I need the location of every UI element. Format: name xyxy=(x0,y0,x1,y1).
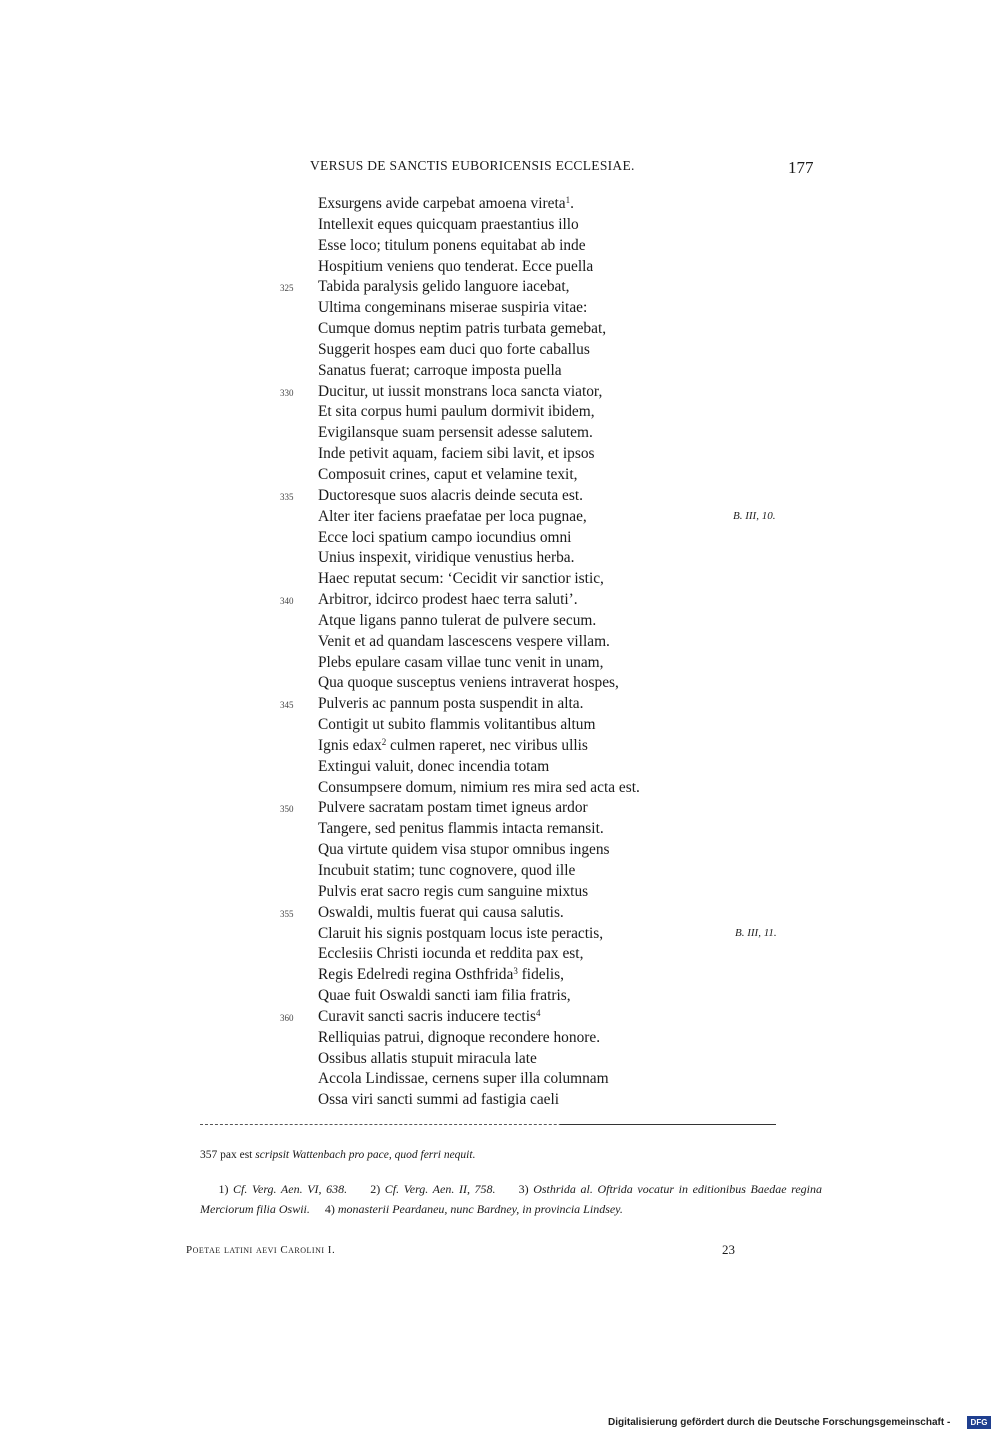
verse-text-span: Qua virtute quidem visa stupor omnibus ingens xyxy=(318,841,610,859)
verse-text-span: Arbitror, idcirco prodest haec terra saluti’. xyxy=(318,591,578,609)
verse-line xyxy=(318,924,640,945)
verse-text-span: Ossa viri sancti summi ad fastigia caeli xyxy=(318,1091,560,1109)
verse-text-span: Pulveris ac pannum posta suspendit in alta. xyxy=(318,695,584,713)
verse-line xyxy=(280,798,640,819)
footnote-mark: 1) xyxy=(218,1182,229,1196)
verse-text-span: Incubuit statim; tunc cognovere, quod ille xyxy=(318,862,576,879)
verse-text-span: Ducitur, ut iussit monstrans loca sancta viator, xyxy=(318,382,603,400)
footnotes xyxy=(200,1179,822,1219)
verse-text-span: Et sita corpus humi paulum dormivit ibidem, xyxy=(318,403,595,421)
line-number: 325 xyxy=(280,283,294,294)
series-title: Poetae latini aevi Carolini I. xyxy=(186,1244,336,1256)
verse-text-span: Plebs epulare casam villae tunc venit in unam, xyxy=(318,653,604,671)
line-number: 330 xyxy=(280,387,294,398)
verse-line xyxy=(318,778,640,799)
line-number: 340 xyxy=(280,596,294,607)
verse-text-span: Ductoresque suos alacris deinde secuta est. xyxy=(318,486,583,504)
verse-line xyxy=(318,1028,640,1049)
verse-text-span: Suggerit hospes eam duci quo forte caballus xyxy=(318,340,590,358)
verse-text-span: Regis Edelredi regina Osthfrida xyxy=(318,966,514,984)
verse-line xyxy=(318,840,640,861)
verse-line xyxy=(318,1069,640,1090)
verse-text-span: Unius inspexit, viridique venustius herba. xyxy=(318,549,575,567)
verse-text-span: Quae fuit Oswaldi sancti iam filia fratris, xyxy=(318,987,571,1005)
verse-line xyxy=(280,903,640,924)
verse-text-span: Tangere, sed penitus flammis intacta remansit. xyxy=(318,820,604,838)
verse-text-span: Ultima congeminans miserae suspiria vitae: xyxy=(318,299,588,317)
footnote-1: Cf. Verg. Aen. VI, 638. xyxy=(233,1182,348,1196)
line-number: 350 xyxy=(280,804,294,815)
footnote-mark: 3) xyxy=(518,1182,529,1196)
verse-text-span: Extingui valuit, donec incendia totam xyxy=(318,757,550,775)
verse-text-span: Ossibus allatis stupuit miracula late xyxy=(318,1049,537,1067)
verse-text-span: Contigit ut subito flammis volitantibus altum xyxy=(318,716,596,734)
running-title: VERSUS DE SANCTIS EUBORICENSIS ECCLESIAE. xyxy=(310,158,635,173)
verse-text-span: Composuit crines, caput et velamine texit, xyxy=(318,465,578,483)
verse-line xyxy=(318,632,640,653)
verse-text xyxy=(280,194,640,1111)
verse-text-span: Qua quoque susceptus veniens intraverat hospes, xyxy=(318,674,619,692)
margin-reference: B. III, 10. xyxy=(733,510,776,522)
verse-line xyxy=(280,694,640,715)
verse-line xyxy=(318,548,640,569)
verse-line xyxy=(280,382,640,403)
verse-line xyxy=(318,611,640,632)
margin-reference: B. III, 11. xyxy=(735,927,777,939)
verse-line xyxy=(318,1049,640,1070)
verse-text-span: Ecclesiis Christi iocunda et reddita pax est, xyxy=(318,945,584,963)
verse-text-span: Pulvere sacratam postam timet igneus ardor xyxy=(318,799,588,817)
verse-tail: culmen raperet, nec viribus ullis xyxy=(386,736,588,754)
verse-text-span: Exsurgens avide carpebat amoena vireta xyxy=(318,195,566,212)
verse-text-span: Atque ligans panno tulerat de pulvere secum. xyxy=(318,611,597,629)
verse-line xyxy=(318,673,640,694)
footnote-mark: 4) xyxy=(324,1202,335,1216)
verse-line xyxy=(318,298,640,319)
verse-text-span: Relliquias patrui, dignoque recondere honore. xyxy=(318,1028,601,1046)
verse-text-span: Oswaldi, multis fuerat qui causa salutis. xyxy=(318,903,564,921)
verse-line xyxy=(318,215,640,236)
verse-line xyxy=(318,236,640,257)
apparatus-comment: scripsit Wattenbach pro pace, quod ferri nequit. xyxy=(255,1149,476,1161)
apparatus-lemma: pax est xyxy=(220,1149,253,1161)
digitization-credit: Digitalisierung gefördert durch die Deutsche Forschungsgemeinschaft - xyxy=(608,1417,951,1428)
footnote-separator-solid xyxy=(560,1124,776,1125)
verse-text-span: Venit et ad quandam lascescens vespere villam. xyxy=(318,632,610,650)
footnote-2: Cf. Verg. Aen. II, 758. xyxy=(384,1182,496,1196)
footnote-reference: 3 xyxy=(513,966,518,977)
verse-text-span: Inde petivit aquam, faciem sibi lavit, et ipsos xyxy=(318,445,595,463)
verse-line xyxy=(318,986,640,1007)
verse-line xyxy=(318,465,640,486)
verse-line xyxy=(318,1090,640,1111)
verse-line xyxy=(318,861,640,882)
verse-line xyxy=(318,944,640,965)
verse-line xyxy=(318,507,640,528)
verse-text-span: Claruit his signis postquam locus iste peractis, xyxy=(318,924,604,942)
verse-text-span: Consumpsere domum, nimium res mira sed acta est. xyxy=(318,778,640,796)
verse-line xyxy=(318,444,640,465)
verse-line xyxy=(318,528,640,549)
line-number: 345 xyxy=(280,700,294,711)
verse-text-span: Esse loco; titulum ponens equitabat ab inde xyxy=(318,236,586,254)
verse-line xyxy=(280,1007,640,1028)
verse-line xyxy=(280,277,640,298)
verse-text-span: Evigilansque suam persensit adesse salutem. xyxy=(318,424,593,442)
verse-line xyxy=(318,882,640,903)
line-number: 360 xyxy=(280,1012,294,1023)
verse-text-span: Sanatus fuerat; carroque imposta puella xyxy=(318,361,562,379)
line-number: 355 xyxy=(280,908,294,919)
footnote-3: Osthrida al. Oftrida vocatur in editionibus Baedae regina Merciorum filia Oswii. xyxy=(200,1182,823,1216)
verse-line xyxy=(318,340,640,361)
page-number: 177 xyxy=(788,158,814,177)
verse-tail: . xyxy=(570,195,574,212)
verse-line xyxy=(318,361,640,382)
verse-line xyxy=(318,402,640,423)
verse-text-span: Haec reputat secum: ‘Cecidit vir sanctior istic, xyxy=(318,570,604,588)
verse-line xyxy=(318,569,640,590)
apparatus-note xyxy=(200,1149,475,1161)
verse-text-span: Pulvis erat sacro regis cum sanguine mixtus xyxy=(318,882,589,900)
verse-text-span: Ignis edax xyxy=(318,736,382,754)
dfg-logo-icon: DFG xyxy=(967,1416,991,1429)
verse-line xyxy=(280,486,640,507)
verse-text-span: Hospitium veniens quo tenderat. Ecce puella xyxy=(318,257,594,275)
verse-text-span: Curavit sancti sacris inducere tectis xyxy=(318,1007,536,1025)
footnote-reference: 1 xyxy=(565,195,571,205)
verse-tail: fidelis, xyxy=(517,966,564,984)
verse-line xyxy=(280,590,640,611)
verse-line xyxy=(318,319,640,340)
verse-text-span: Ecce loci spatium campo iocundius omni xyxy=(318,528,572,546)
verse-line xyxy=(318,736,640,757)
footnote-mark: 2) xyxy=(370,1182,381,1196)
verse-line xyxy=(318,257,640,278)
verse-text-span: Cumque domus neptim patris turbata gemebat, xyxy=(318,320,607,338)
verse-line xyxy=(318,715,640,736)
verse-line xyxy=(318,194,640,215)
footnote-reference: 4 xyxy=(535,1007,541,1018)
verse-line xyxy=(318,423,640,444)
verse-line xyxy=(318,819,640,840)
verse-text-span: Accola Lindissae, cernens super illa columnam xyxy=(318,1070,609,1088)
line-number: 335 xyxy=(280,491,294,502)
verse-line xyxy=(318,965,640,986)
footnote-4: monasterii Peardaneu, nunc Bardney, in provincia Lindsey. xyxy=(337,1202,623,1216)
verse-text-span: Alter iter faciens praefatae per loca pugnae, xyxy=(318,507,587,525)
verse-line xyxy=(318,653,640,674)
verse-text-span: Intellexit eques quicquam praestantius illo xyxy=(318,215,579,233)
verse-text-span: Tabida paralysis gelido languore iacebat, xyxy=(318,278,570,296)
footnote-reference: 2 xyxy=(381,736,387,747)
apparatus-line: 357 xyxy=(200,1149,218,1161)
gathering-signature: 23 xyxy=(722,1242,735,1257)
verse-line xyxy=(318,757,640,778)
